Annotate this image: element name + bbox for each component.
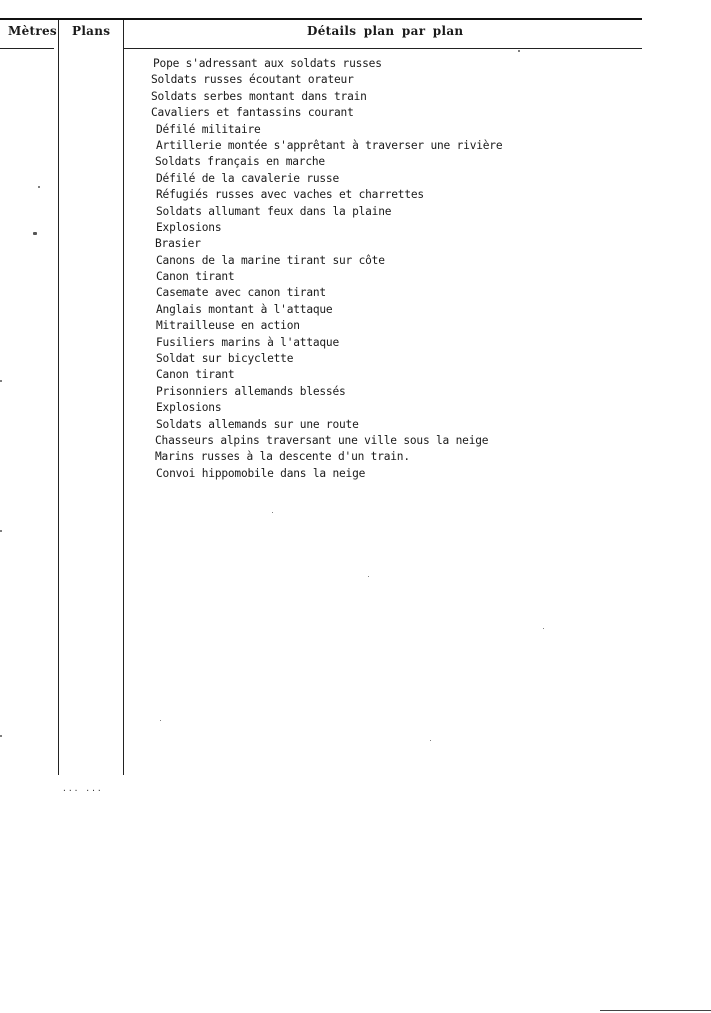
metres-header-underline xyxy=(0,48,54,49)
shot-row: Soldats français en marche xyxy=(155,155,325,169)
column-divider-plans-detail xyxy=(123,20,124,775)
header-underline xyxy=(124,48,642,49)
scan-speck xyxy=(272,512,273,513)
column-divider-metres-plans xyxy=(58,20,59,775)
shot-row: Soldats russes écoutant orateur xyxy=(151,73,354,87)
scan-speck xyxy=(518,50,520,52)
shot-row: Mitrailleuse en action xyxy=(156,319,300,333)
shot-row: Brasier xyxy=(155,237,201,251)
shot-row: Explosions xyxy=(156,220,222,234)
scan-speck xyxy=(33,232,37,235)
shot-row: Marins russes à la descente d'un train. xyxy=(155,450,410,464)
scan-speck xyxy=(0,530,2,532)
shot-row: Défilé de la cavalerie russe xyxy=(156,171,339,185)
column-header-plans: Plans xyxy=(72,24,111,38)
continuation-dots: ... ... xyxy=(62,784,103,793)
shot-list xyxy=(150,56,502,482)
table-top-rule xyxy=(0,18,642,20)
shot-row: Cavaliers et fantassins courant xyxy=(151,106,354,120)
shot-row: Soldats allemands sur une route xyxy=(156,417,359,431)
shot-row: Chasseurs alpins traversant une ville sous la neige xyxy=(155,433,489,447)
page-bottom-rule xyxy=(600,1010,711,1011)
column-header-detail: Détails plan par plan xyxy=(307,24,464,38)
scan-speck xyxy=(430,740,431,741)
scan-speck xyxy=(368,576,369,577)
shot-row: Explosions xyxy=(156,401,222,415)
scan-speck xyxy=(38,186,40,188)
column-header-metres: Mètres xyxy=(8,24,57,38)
shot-row: Soldats serbes montant dans train xyxy=(151,89,367,103)
shot-row: Canons de la marine tirant sur côte xyxy=(156,253,385,267)
shot-row: Convoi hippomobile dans la neige xyxy=(156,466,366,480)
scan-speck xyxy=(0,735,2,737)
shot-row: Anglais montant à l'attaque xyxy=(156,302,333,316)
shot-row: Canon tirant xyxy=(156,270,235,284)
shot-row: Réfugiés russes avec vaches et charrettes xyxy=(156,188,424,202)
shot-row: Soldats allumant feux dans la plaine xyxy=(156,204,392,218)
shot-row: Casemate avec canon tirant xyxy=(156,286,326,300)
shot-row: Canon tirant xyxy=(156,368,235,382)
shot-row: Pope s'adressant aux soldats russes xyxy=(153,57,382,70)
shot-row: Prisonniers allemands blessés xyxy=(156,384,346,398)
scan-speck xyxy=(0,380,2,382)
shot-row: Défilé militaire xyxy=(156,122,261,136)
shot-row: Soldat sur bicyclette xyxy=(156,352,294,366)
scan-speck xyxy=(543,628,544,629)
scan-speck xyxy=(160,720,161,721)
shot-row: Artillerie montée s'apprêtant à traverser une rivière xyxy=(156,138,503,152)
shot-row: Fusiliers marins à l'attaque xyxy=(156,335,339,349)
